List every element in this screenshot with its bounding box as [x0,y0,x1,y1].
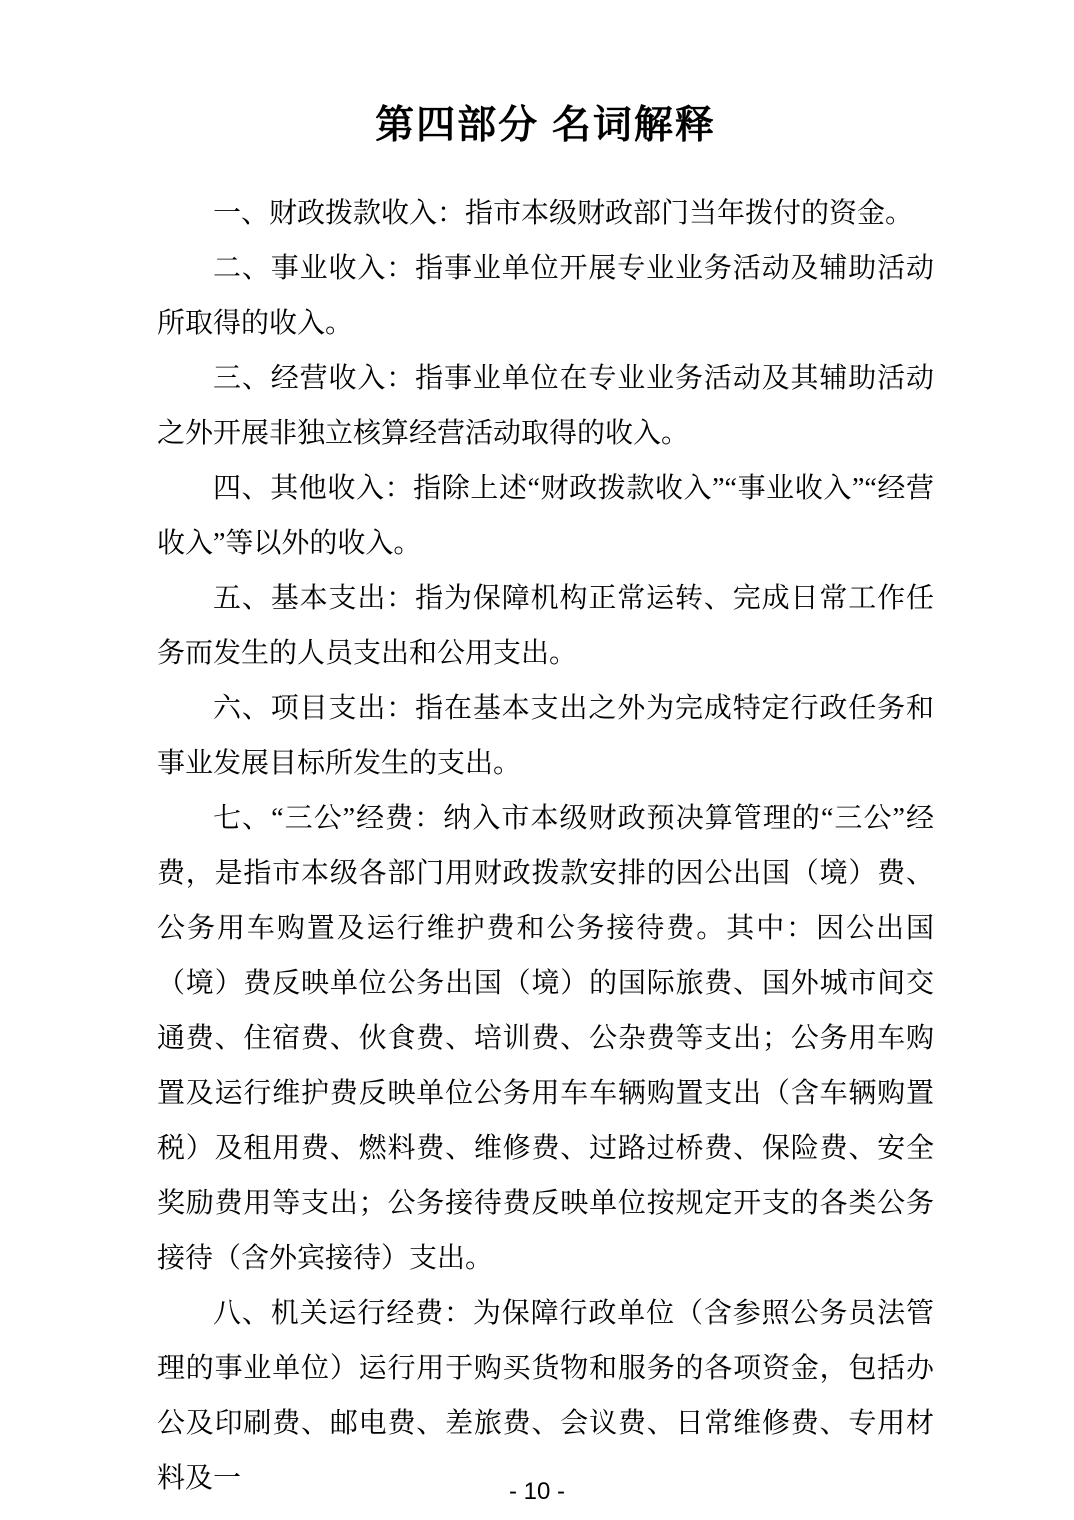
definition-paragraph-7: 七、“三公”经费：纳入市本级财政预决算管理的“三公”经费，是指市本级各部门用财政拨款安排的因公出国（境）费、公务用车购置及运行维护费和公务接待费。其中：因公出国（境）费反映单位公务出国（境）的国际旅费、国外城市间交通费、住宿费、伙食费、培训费、公杂费等支出；公务用车购置及运行维护费反映单位公务用车车辆购置支出（含车辆购置税）及租用费、燃料费、维修费、过路过桥费、保险费、安全奖励费用等支出；公务接待费反映单位按规定开支的各类公务接待（含外宾接待）支出。 [157,803,934,1274]
definition-paragraph-3: 三、经营收入：指事业单位在专业业务活动及其辅助活动之外开展非独立核算经营活动取得的收入。 [157,363,934,449]
section-title: 第四部分 名词解释 [375,104,716,147]
definition-paragraph-4: 四、其他收入：指除上述“财政拨款收入”“事业收入”“经营收入”等以外的收入。 [157,473,934,559]
definition-paragraph-8: 八、机关运行经费：为保障行政单位（含参照公务员法管理的事业单位）运行用于购买货物和服务的各项资金，包括办公及印刷费、邮电费、差旅费、会议费、日常维修费、专用材料及一 [157,1298,934,1494]
document-content [157,96,934,1506]
page-number: - 10 - [508,1478,565,1505]
definition-paragraph-1: 一、财政拨款收入：指市本级财政部门当年拨付的资金。 [213,198,914,229]
definition-paragraph-2: 二、事业收入：指事业单位开展专业业务活动及辅助活动所取得的收入。 [157,253,934,339]
document-body [157,186,934,1506]
definition-paragraph-6: 六、项目支出：指在基本支出之外为完成特定行政任务和事业发展目标所发生的支出。 [157,693,934,779]
definition-paragraph-5: 五、基本支出：指为保障机构正常运转、完成日常工作任务而发生的人员支出和公用支出。 [157,583,934,669]
